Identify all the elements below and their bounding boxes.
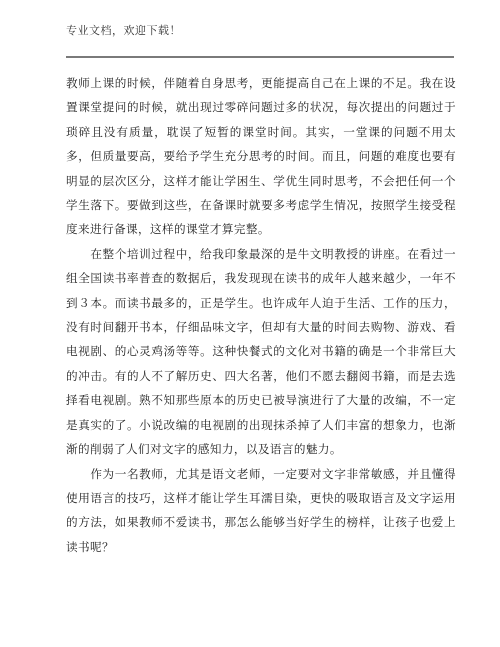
paragraph-2: 在整个培训过程中，给我印象最深的是牛文明教授的讲座。在看过一组全国读书率普查的数据后，我发现现在读书的成年人越来越少，一年不到３本。而读书最多的，正是学生。也许成年人迫于生活、工作的压力，没有时间翻开书本，仔细品味文字，但却有大量的时间去购物、游戏、看电视剧、的心灵鸡汤等等。这种快餐式的文化对书籍的确是一个非常巨大的冲击。有的人不了解历史、四大名著，他们不愿去翻阅书籍，而是去选择看电视剧。熟不知那些原本的历史已被导演进行了大量的改编，不一定是真实的了。小说改编的电视剧的出现抹杀掉了人们丰富的想象力，也渐渐的削弱了人们对文字的感知力，以及语言的魅力。 (66, 246, 456, 457)
paragraph-1: 教师上课的时候，伴随着自身思考，更能提高自己在上课的不足。我在设置课堂提问的时候，就出现过零碎问题过多的状况，每次提出的问题过于琐碎且没有质量，耽误了短暂的课堂时间。其实，一堂课的问题不用太多，但质量要高，要给予学生充分思考的时间。而且，问题的难度也要有明显的层次区分，这样才能让学困生、学优生同时思考，不会把任何一个学生落下。要做到这些，在备课时就要多考虑学生情况，按照学生接受程度来进行备课，这样的课堂才算完整。 (66, 76, 456, 237)
header-divider (66, 56, 454, 58)
paragraph-3: 作为一名教师，尤其是语文老师，一定要对文字非常敏感，并且懂得使用语言的技巧，这样才能让学生耳濡目染，更快的吸取语言及文字运用的方法，如果教师不爱读书，那怎么能够当好学生的榜样，让孩子也爱上读书呢？ (66, 466, 456, 554)
document-body (66, 71, 456, 559)
page-header: 专业文档，欢迎下载！ (66, 24, 181, 37)
